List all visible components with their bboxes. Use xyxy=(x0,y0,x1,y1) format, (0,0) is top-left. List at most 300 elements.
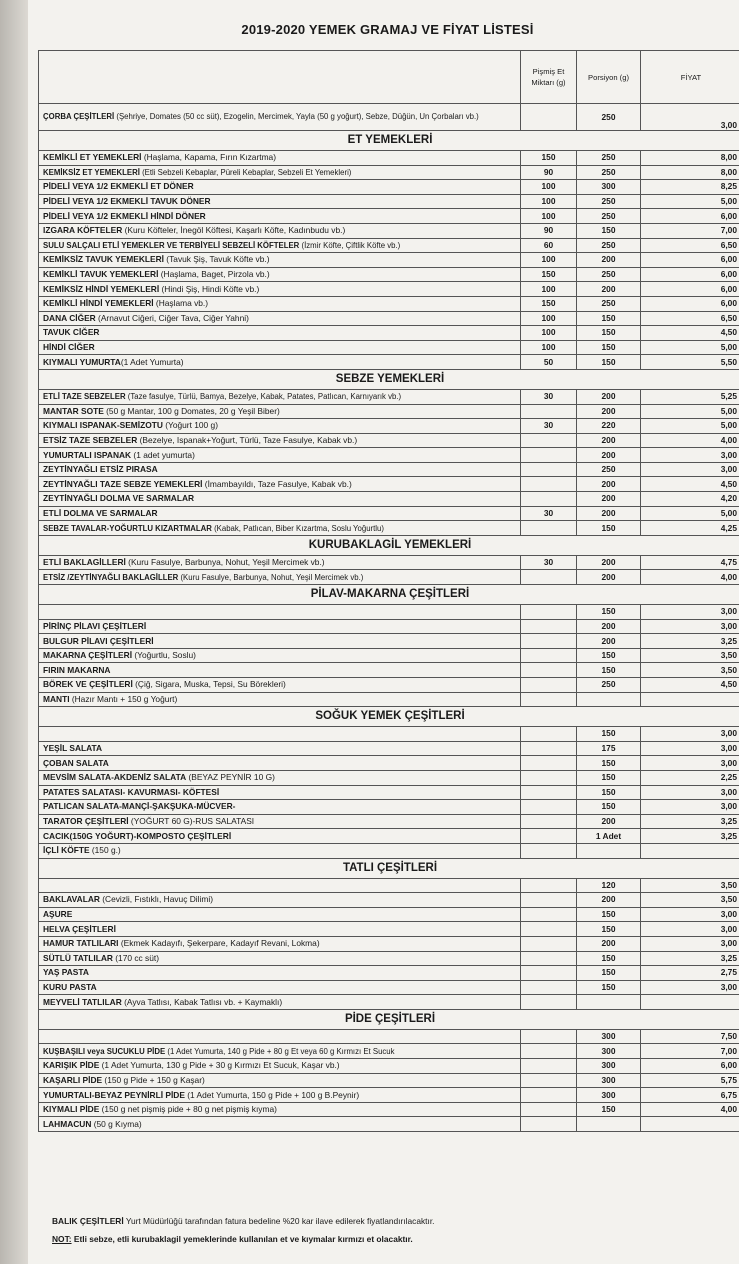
section-title: PİLAV-MAKARNA ÇEŞİTLERİ xyxy=(39,585,739,605)
item-price: 3,00 xyxy=(641,605,739,620)
item-portion-grams: 250 xyxy=(577,296,641,311)
item-description: (Yoğurtlu, Soslu) xyxy=(132,650,196,661)
item-price xyxy=(641,995,739,1010)
table-row xyxy=(39,829,739,844)
item-title: CACIK(150G YOĞURT)-KOMPOSTO ÇEŞİTLERİ xyxy=(43,830,232,841)
table-row xyxy=(39,506,739,521)
table-row xyxy=(39,741,739,756)
item-portion-grams: 200 xyxy=(577,253,641,268)
item-price: 6,50 xyxy=(641,238,739,253)
item-meat-grams xyxy=(521,936,577,951)
item-portion-grams: 150 xyxy=(577,966,641,981)
item-meat-grams xyxy=(521,727,577,742)
soup-et xyxy=(521,104,577,131)
item-price: 4,20 xyxy=(641,492,739,507)
item-title: YUMURTALI ISPANAK xyxy=(43,449,132,460)
item-name xyxy=(39,492,521,507)
item-portion-grams: 1 Adet xyxy=(577,829,641,844)
item-name xyxy=(39,663,521,678)
item-title: TARATOR ÇEŞİTLERİ xyxy=(43,816,129,827)
table-row xyxy=(39,355,739,370)
item-title: BULGUR PİLAVI ÇEŞİTLERİ xyxy=(43,635,154,646)
item-title: ETSİZ /ZEYTİNYAĞLI BAKLAGİLLER xyxy=(43,572,179,582)
item-name xyxy=(39,605,521,620)
item-title: KUŞBAŞILI veya SUCUKLU PİDE xyxy=(43,1046,166,1056)
item-portion-grams: 150 xyxy=(577,223,641,238)
item-description: (1 Adet Yumurta, 140 g Pide + 80 g Et veya 60 g Kırmızı Et Sucuk xyxy=(165,1046,395,1056)
item-meat-grams xyxy=(521,951,577,966)
item-name xyxy=(39,311,521,326)
item-meat-grams xyxy=(521,663,577,678)
item-meat-grams xyxy=(521,980,577,995)
item-name xyxy=(39,692,521,707)
item-meat-grams: 100 xyxy=(521,326,577,341)
item-price: 4,00 xyxy=(641,570,739,585)
item-name xyxy=(39,570,521,585)
item-title: YUMURTALI-BEYAZ PEYNİRLİ PİDE xyxy=(43,1089,185,1100)
header-porsiyon: Porsiyon (g) xyxy=(577,51,641,104)
item-price: 3,25 xyxy=(641,829,739,844)
item-portion-grams: 200 xyxy=(577,477,641,492)
item-price: 5,50 xyxy=(641,355,739,370)
item-price: 6,00 xyxy=(641,296,739,311)
item-meat-grams: 100 xyxy=(521,340,577,355)
item-title: PATATES SALATASI- KAVURMASI- KÖFTESİ xyxy=(43,786,220,797)
item-name xyxy=(39,194,521,209)
item-price: 3,00 xyxy=(641,756,739,771)
header-name xyxy=(39,51,521,104)
item-meat-grams xyxy=(521,404,577,419)
item-price: 5,00 xyxy=(641,506,739,521)
item-description: (Ayva Tatlısı, Kabak Tatlısı vb. + Kaymaklı) xyxy=(121,996,283,1007)
item-title: KIYMALI PİDE xyxy=(43,1104,100,1115)
table-row xyxy=(39,936,739,951)
item-name xyxy=(39,180,521,195)
item-title: KEMİKSİZ HİNDİ YEMEKLERİ xyxy=(43,283,160,294)
table-row xyxy=(39,893,739,908)
item-meat-grams: 30 xyxy=(521,555,577,570)
item-meat-grams xyxy=(521,893,577,908)
item-price: 3,00 xyxy=(641,907,739,922)
item-description: (150 g.) xyxy=(89,845,121,856)
item-description: (Bezelye, Ispanak+Yoğurt, Türlü, Taze Fasulye, Kabak vb.) xyxy=(137,434,358,445)
item-title: SEBZE TAVALAR-YOĞURTLU KIZARTMALAR xyxy=(43,523,212,533)
section-title: ET YEMEKLERİ xyxy=(39,131,739,151)
section-title: TATLI ÇEŞİTLERİ xyxy=(39,858,739,878)
item-name xyxy=(39,648,521,663)
header-et: Pişmiş Et Miktarı (g) xyxy=(521,51,577,104)
item-title: FIRIN MAKARNA xyxy=(43,664,111,675)
item-title: PİDELİ VEYA 1/2 EKMEKLİ TAVUK DÖNER xyxy=(43,196,211,207)
item-price: 4,00 xyxy=(641,433,739,448)
item-portion-grams: 250 xyxy=(577,267,641,282)
item-portion-grams: 200 xyxy=(577,389,641,404)
item-portion-grams: 300 xyxy=(577,1088,641,1103)
item-description: (İzmir Köfte, Çiftlik Köfte vb.) xyxy=(299,240,401,250)
item-portion-grams: 150 xyxy=(577,340,641,355)
item-meat-grams xyxy=(521,521,577,536)
item-description: (Etli Sebzeli Kebaplar, Püreli Kebaplar, Sebzeli Et Yemekleri) xyxy=(139,167,352,177)
item-price: 8,00 xyxy=(641,165,739,180)
item-portion-grams: 150 xyxy=(577,355,641,370)
item-description: (Yoğurt 100 g) xyxy=(162,420,218,431)
item-name xyxy=(39,966,521,981)
table-row xyxy=(39,209,739,224)
item-description: (Haşlama vb.) xyxy=(153,298,209,309)
item-portion-grams: 200 xyxy=(577,404,641,419)
item-name xyxy=(39,521,521,536)
item-name xyxy=(39,756,521,771)
item-price: 4,50 xyxy=(641,477,739,492)
item-meat-grams: 100 xyxy=(521,253,577,268)
header-fiyat: FİYAT xyxy=(641,51,739,104)
item-price: 5,00 xyxy=(641,194,739,209)
item-name xyxy=(39,253,521,268)
item-portion-grams: 250 xyxy=(577,151,641,166)
item-name xyxy=(39,340,521,355)
item-price: 6,00 xyxy=(641,209,739,224)
item-portion-grams: 220 xyxy=(577,419,641,434)
item-price: 5,75 xyxy=(641,1073,739,1088)
item-price: 6,00 xyxy=(641,282,739,297)
item-title: BÖREK VE ÇEŞİTLERİ xyxy=(43,679,133,690)
item-portion-grams: 150 xyxy=(577,663,641,678)
item-description: (Arnavut Ciğeri, Ciğer Tava, Ciğer Yahni) xyxy=(95,312,249,323)
item-name xyxy=(39,619,521,634)
item-meat-grams xyxy=(521,462,577,477)
section-header xyxy=(39,1009,739,1029)
item-title: MEVSİM SALATA-AKDENİZ SALATA xyxy=(43,772,187,783)
section-title: KURUBAKLAGİL YEMEKLERİ xyxy=(39,535,739,555)
item-name xyxy=(39,209,521,224)
item-name xyxy=(39,267,521,282)
item-name xyxy=(39,1102,521,1117)
section-header xyxy=(39,585,739,605)
table-row xyxy=(39,1044,739,1059)
item-price: 4,50 xyxy=(641,678,739,693)
item-name xyxy=(39,814,521,829)
item-portion-grams xyxy=(577,995,641,1010)
item-meat-grams xyxy=(521,1073,577,1088)
item-title: PİDELİ VEYA 1/2 EKMEKLİ HİNDİ DÖNER xyxy=(43,210,206,221)
table-row xyxy=(39,1059,739,1074)
item-meat-grams xyxy=(521,829,577,844)
item-title: SULU SALÇALI ETLİ YEMEKLER VE TERBİYELİ SEBZELİ KÖFTELER xyxy=(43,240,300,250)
item-title: DANA CİĞER xyxy=(43,312,96,323)
item-title: KAŞARLI PİDE xyxy=(43,1074,103,1085)
item-price: 2,25 xyxy=(641,770,739,785)
table-row xyxy=(39,311,739,326)
item-meat-grams xyxy=(521,907,577,922)
item-meat-grams xyxy=(521,570,577,585)
item-meat-grams xyxy=(521,878,577,893)
item-meat-grams xyxy=(521,678,577,693)
item-name xyxy=(39,282,521,297)
table-row xyxy=(39,648,739,663)
table-row xyxy=(39,238,739,253)
table-row xyxy=(39,267,739,282)
item-title: IZGARA KÖFTELER xyxy=(43,225,123,236)
item-description: (Kuru Fasulye, Barbunya, Nohut, Yeşil Mercimek vb.) xyxy=(125,557,325,568)
item-portion-grams: 300 xyxy=(577,1044,641,1059)
item-title: YEŞİL SALATA xyxy=(43,743,103,754)
item-price: 6,00 xyxy=(641,1059,739,1074)
item-meat-grams: 100 xyxy=(521,282,577,297)
item-portion-grams: 300 xyxy=(577,1073,641,1088)
item-price: 3,50 xyxy=(641,663,739,678)
item-meat-grams: 60 xyxy=(521,238,577,253)
item-name xyxy=(39,678,521,693)
item-price: 2,75 xyxy=(641,966,739,981)
item-price: 3,25 xyxy=(641,951,739,966)
item-meat-grams xyxy=(521,1102,577,1117)
item-title: MEYVELİ TATLILAR xyxy=(43,996,122,1007)
table-row xyxy=(39,462,739,477)
item-name xyxy=(39,296,521,311)
item-meat-grams: 150 xyxy=(521,151,577,166)
item-price: 3,00 xyxy=(641,980,739,995)
table-row xyxy=(39,1073,739,1088)
item-meat-grams xyxy=(521,843,577,858)
item-portion-grams: 200 xyxy=(577,506,641,521)
item-name xyxy=(39,878,521,893)
item-title: HİNDİ CİĞER xyxy=(43,342,95,353)
item-meat-grams xyxy=(521,770,577,785)
page-title: 2019-2020 YEMEK GRAMAJ VE FİYAT LİSTESİ xyxy=(241,22,534,37)
item-meat-grams xyxy=(521,619,577,634)
soup-porsiyon: 250 xyxy=(577,104,641,131)
item-title: BAKLAVALAR xyxy=(43,894,100,905)
item-title: KEMİKSİZ ET YEMEKLERİ xyxy=(43,167,140,177)
item-description: (Haşlama, Baget, Pirzola vb.) xyxy=(158,269,270,280)
table-row xyxy=(39,253,739,268)
table-row xyxy=(39,1029,739,1044)
table-row xyxy=(39,1088,739,1103)
item-meat-grams: 100 xyxy=(521,209,577,224)
item-title: ETLİ DOLMA VE SARMALAR xyxy=(43,507,158,518)
item-name xyxy=(39,433,521,448)
table-row xyxy=(39,878,739,893)
item-portion-grams: 200 xyxy=(577,570,641,585)
item-meat-grams xyxy=(521,785,577,800)
table-row xyxy=(39,340,739,355)
item-price xyxy=(641,1117,739,1132)
item-name xyxy=(39,1029,521,1044)
item-name xyxy=(39,555,521,570)
item-name xyxy=(39,893,521,908)
item-description: (150 g Pide + 150 g Kaşar) xyxy=(102,1074,205,1085)
item-title: KEMİKLİ TAVUK YEMEKLERİ xyxy=(43,269,159,280)
item-description: (Haşlama, Kapama, Fırın Kızartma) xyxy=(141,152,277,163)
item-title: KURU PASTA xyxy=(43,981,97,992)
item-portion-grams: 300 xyxy=(577,180,641,195)
item-title: KIYMALI ISPANAK-SEMİZOTU xyxy=(43,420,163,431)
item-title: HELVA ÇEŞİTLERİ xyxy=(43,923,116,934)
item-name xyxy=(39,165,521,180)
item-title: PİRİNÇ PİLAVI ÇEŞİTLERİ xyxy=(43,620,147,631)
soup-fiyat: 3,00 xyxy=(641,104,739,131)
item-portion-grams xyxy=(577,1117,641,1132)
item-meat-grams: 150 xyxy=(521,267,577,282)
item-portion-grams: 250 xyxy=(577,462,641,477)
item-title: İÇLİ KÖFTE xyxy=(43,845,90,856)
item-name xyxy=(39,223,521,238)
item-meat-grams xyxy=(521,634,577,649)
item-name xyxy=(39,419,521,434)
item-name xyxy=(39,326,521,341)
table-row xyxy=(39,194,739,209)
item-portion-grams: 200 xyxy=(577,448,641,463)
item-description: (İmambayıldı, Taze Fasulye, Kabak vb.) xyxy=(202,478,352,489)
item-price: 5,00 xyxy=(641,340,739,355)
table-row xyxy=(39,492,739,507)
item-portion-grams: 250 xyxy=(577,238,641,253)
item-price: 3,00 xyxy=(641,462,739,477)
item-title: KEMİKLİ HİNDİ YEMEKLERİ xyxy=(43,298,154,309)
item-title: AŞURE xyxy=(43,909,73,920)
item-price: 7,00 xyxy=(641,1044,739,1059)
item-meat-grams xyxy=(521,477,577,492)
item-portion-grams: 150 xyxy=(577,907,641,922)
item-description: (Kabak, Patlıcan, Biber Kızartma, Soslu Yoğurtlu) xyxy=(211,523,384,533)
item-meat-grams xyxy=(521,1044,577,1059)
item-description: (150 g net pişmiş pide + 80 g net pişmiş kıyma) xyxy=(99,1104,277,1115)
item-title: KIYMALI YUMURTA xyxy=(43,356,121,367)
section-header xyxy=(39,535,739,555)
item-title: MANTAR SOTE xyxy=(43,405,104,416)
item-price: 7,50 xyxy=(641,1029,739,1044)
item-price: 3,00 xyxy=(641,619,739,634)
item-meat-grams xyxy=(521,648,577,663)
item-description: (Tavuk Şiş, Tavuk Köfte vb.) xyxy=(163,254,270,265)
table-row xyxy=(39,282,739,297)
item-portion-grams: 150 xyxy=(577,326,641,341)
table-row xyxy=(39,951,739,966)
item-name xyxy=(39,151,521,166)
item-meat-grams xyxy=(521,995,577,1010)
item-portion-grams: 200 xyxy=(577,555,641,570)
item-price: 3,50 xyxy=(641,878,739,893)
item-portion-grams: 150 xyxy=(577,980,641,995)
table-row xyxy=(39,570,739,585)
table-row xyxy=(39,1117,739,1132)
item-meat-grams xyxy=(521,756,577,771)
table-row xyxy=(39,433,739,448)
item-description: (Hindi Şiş, Hindi Köfte vb.) xyxy=(159,283,260,294)
table-row xyxy=(39,180,739,195)
item-name xyxy=(39,404,521,419)
item-description: (Kuru Köfteler, İnegöl Köftesi, Kaşarlı Köfte, Kadınbudu vb.) xyxy=(122,225,346,236)
table-row xyxy=(39,770,739,785)
item-name xyxy=(39,1044,521,1059)
table-row xyxy=(39,165,739,180)
item-name xyxy=(39,843,521,858)
item-name xyxy=(39,238,521,253)
table-row xyxy=(39,922,739,937)
item-portion-grams: 200 xyxy=(577,492,641,507)
item-portion-grams: 200 xyxy=(577,619,641,634)
item-portion-grams: 150 xyxy=(577,770,641,785)
item-title: SÜTLÜ TATLILAR xyxy=(43,952,113,963)
table-row xyxy=(39,692,739,707)
item-title: KEMİKLİ ET YEMEKLERİ xyxy=(43,152,142,163)
section-header xyxy=(39,858,739,878)
item-name xyxy=(39,922,521,937)
item-meat-grams xyxy=(521,1059,577,1074)
table-row xyxy=(39,678,739,693)
item-meat-grams: 30 xyxy=(521,389,577,404)
item-description: (50 g Kıyma) xyxy=(91,1118,142,1129)
table-row xyxy=(39,404,739,419)
item-description: (1 adet yumurta) xyxy=(131,449,195,460)
table-row xyxy=(39,785,739,800)
item-meat-grams xyxy=(521,448,577,463)
item-meat-grams xyxy=(521,966,577,981)
price-table xyxy=(38,50,739,1132)
fish-note: BALIK ÇEŞİTLERİ Yurt Müdürlüğü tarafından fatura bedeline %20 kar ilave edilerek fiyatlandırılacaktır. xyxy=(52,1216,435,1226)
item-portion-grams xyxy=(577,843,641,858)
item-price xyxy=(641,843,739,858)
item-title: KARIŞIK PİDE xyxy=(43,1060,100,1071)
table-row xyxy=(39,605,739,620)
item-price: 7,00 xyxy=(641,223,739,238)
item-meat-grams xyxy=(521,692,577,707)
item-portion-grams: 200 xyxy=(577,433,641,448)
item-name xyxy=(39,936,521,951)
item-portion-grams: 150 xyxy=(577,727,641,742)
item-meat-grams xyxy=(521,1117,577,1132)
item-name xyxy=(39,741,521,756)
item-portion-grams: 150 xyxy=(577,785,641,800)
item-meat-grams: 30 xyxy=(521,419,577,434)
item-price: 3,50 xyxy=(641,648,739,663)
item-portion-grams: 250 xyxy=(577,194,641,209)
item-price: 3,50 xyxy=(641,893,739,908)
section-title: SEBZE YEMEKLERİ xyxy=(39,369,739,389)
item-meat-grams: 50 xyxy=(521,355,577,370)
table-row xyxy=(39,296,739,311)
general-note: NOT: Etli sebze, etli kurubaklagil yemeklerinde kullanılan et ve kıymalar kırmızı et olacaktır. xyxy=(52,1234,413,1244)
item-description: (Cevizli, Fıstıklı, Havuç Dilimi) xyxy=(99,894,213,905)
item-name xyxy=(39,389,521,404)
section-title: SOĞUK YEMEK ÇEŞİTLERİ xyxy=(39,707,739,727)
item-meat-grams xyxy=(521,800,577,815)
item-name xyxy=(39,477,521,492)
item-title: PATLICAN SALATA-MANÇİ-ŞAKŞUKA-MÜCVER- xyxy=(43,801,236,812)
item-name xyxy=(39,1059,521,1074)
table-row xyxy=(39,521,739,536)
item-portion-grams: 150 xyxy=(577,311,641,326)
item-portion-grams: 150 xyxy=(577,951,641,966)
item-description: (BEYAZ PEYNİR 10 G) xyxy=(186,772,275,783)
item-name xyxy=(39,506,521,521)
item-portion-grams: 150 xyxy=(577,800,641,815)
item-meat-grams: 90 xyxy=(521,165,577,180)
item-price: 3,25 xyxy=(641,814,739,829)
table-row xyxy=(39,843,739,858)
item-meat-grams: 90 xyxy=(521,223,577,238)
item-price xyxy=(641,692,739,707)
item-meat-grams: 100 xyxy=(521,311,577,326)
item-description: (Hazır Mantı + 150 g Yoğurt) xyxy=(69,693,178,704)
item-price: 3,25 xyxy=(641,634,739,649)
table-row xyxy=(39,634,739,649)
item-title: ÇOBAN SALATA xyxy=(43,757,109,768)
item-title: MANTI xyxy=(43,693,70,704)
item-price: 6,75 xyxy=(641,1088,739,1103)
item-portion-grams: 200 xyxy=(577,282,641,297)
table-row xyxy=(39,555,739,570)
